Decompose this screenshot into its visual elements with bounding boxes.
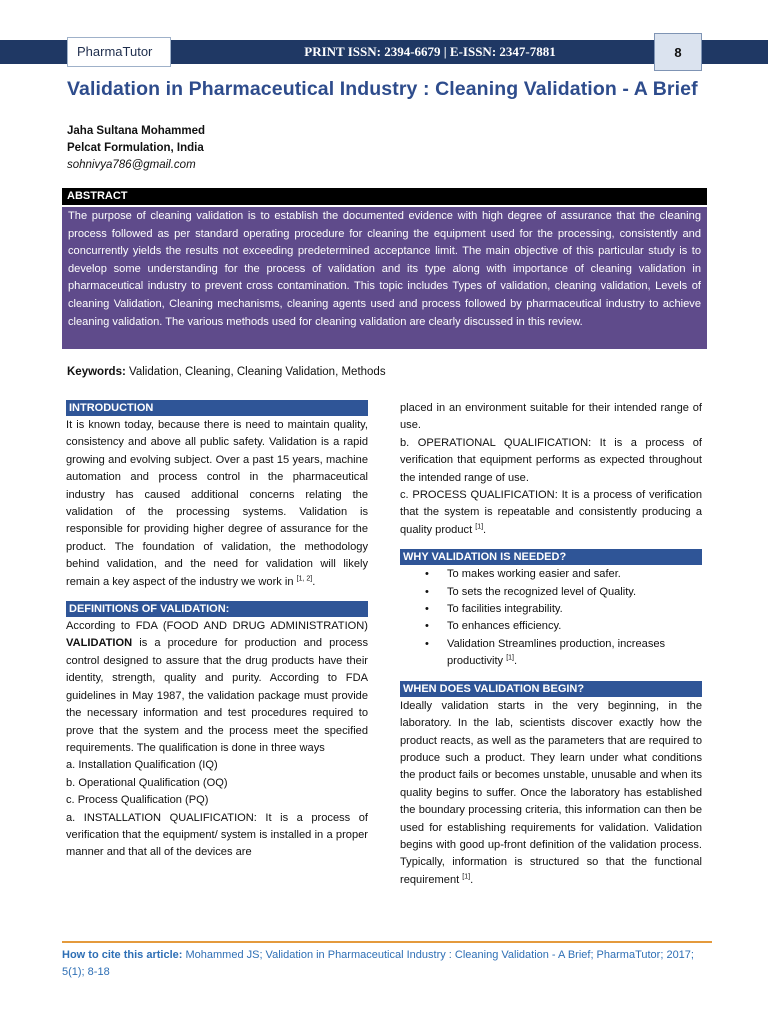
introduction-ref: [1, 2] [296, 574, 313, 582]
list-item: • Validation Streamlines production, increases productivity [1]. [425, 637, 666, 668]
article-title: Validation in Pharmaceutical Industry : Cleaning Validation - A Brief [67, 78, 698, 100]
qualification-list-item: a. Installation Qualification (IQ) [66, 759, 218, 772]
introduction-body: It is known today, because there is need to maintain quality, consistency and above all public safety. Validation is a rapid growing and evolving subject. Over a past 15 years, machine automation and process control in the pharmaceutical industry has caused additional concerns relating the validation of the processing systems. Validation is responsible for providing higher degree of assurance for the product. The foundation of validation, the methodology behind validation, and the need for validation will likely remain a key aspect of the industry we work in [66, 419, 368, 588]
oq-text: b. OPERATIONAL QUALIFICATION: It is a process of verification that equipment performs as expected throughout the intended range of use. [400, 436, 702, 484]
qualification-list-item: b. Operational Qualification (OQ) [66, 776, 228, 789]
iq-text-part1: a. INSTALLATION QUALIFICATION: It is a process of verification that the equipment/ system is installed in a proper manner and that all of the devices are [66, 811, 368, 859]
bullet-icon: • [425, 568, 429, 581]
author-name: Jaha Sultana Mohammed [67, 125, 206, 137]
why-heading: WHY VALIDATION IS NEEDED? [400, 549, 702, 565]
definitions-bold-term: VALIDATION [66, 637, 133, 650]
bullet-icon: • [425, 603, 429, 616]
page-number: 8 [654, 33, 702, 71]
definitions-post: is a procedure for production and process control designed to assure that the drug products have their identity, strength, quality and purity. According to FDA guidelines in May 1987, the validation package must provide the necessary information and test procedures required to prove that the system and the process meet the specified requirements. The qualification is done in three ways [66, 637, 368, 754]
citation-label: How to cite this article: [62, 949, 183, 961]
bullet-icon: • [425, 620, 429, 633]
author-block [67, 123, 205, 174]
keywords-text: Validation, Cleaning, Cleaning Validation, Methods [129, 366, 386, 378]
keywords-line [67, 366, 386, 378]
when-text: Ideally validation starts in the very beginning, in the laboratory. In the lab, scientists discover exactly how the product reacts, as well as the parameters that are required to produce such a product. They learn under what conditions the product fails or becomes unstable, unusable and when its quality begins to suffer. Once the laboratory has established the boundary processing criteria, this information can then be used for establishing requirements for validation. Validation begins with good up-front definition of the validation process. Typically, information is structured so that the functional requirement [1]. [400, 699, 702, 886]
introduction-text: It is known today, because there is need to maintain quality, consistency and above all public safety. Validation is a rapid growing and evolving subject. Over a past 15 years, machine automation and process control in the pharmaceutical industry has caused additional concerns relating the validation of the processing systems. Validation is responsible for providing higher degree of assurance for the product. The foundation of validation, the methodology behind validation, and the need for validation will likely remain a key aspect of the industry we work in [1, 2]. [66, 419, 368, 588]
author-email[interactable]: sohnivya786@gmail.com [67, 159, 196, 171]
introduction-heading: INTRODUCTION [66, 400, 368, 416]
list-item: • To enhances efficiency. [400, 618, 702, 635]
abstract-text: The purpose of cleaning validation is to establish the documented evidence with high degree of assurance that the cleaning process followed as per standard operating procedure for cleaning the equipment used for the processing, consistently and concurrently yields the results not exceeding predetermined acceptance limit. The main objective of this particular study is to develop some understanding for the process of validation and its type along with importance of cleaning validation in pharmaceutical industry to prevent cross contamination. This topic includes Types of validation, cleaning validation, Levels of cleaning Validation, Cleaning mechanisms, cleaning agents used and process followed by pharmaceutical industry to achieve cleaning validation. The various methods used for cleaning validation are clearly discussed in this review. [62, 207, 707, 349]
when-heading: WHEN DOES VALIDATION BEGIN? [400, 681, 702, 697]
definitions-text [66, 618, 368, 757]
list-item: • To facilities integrability. [400, 601, 702, 618]
iq-text-part2: placed in an environment suitable for their intended range of use. [400, 402, 702, 432]
right-column [400, 400, 702, 889]
pq-body: c. PROCESS QUALIFICATION: It is a process of verification that the system is repeatable and consistently producing a quality product [400, 489, 702, 536]
pq-text: c. PROCESS QUALIFICATION: It is a process of verification that the system is repeatable and consistently producing a quality product [1]. [400, 489, 702, 536]
list-item: • To sets the recognized level of Quality. [400, 584, 702, 601]
footer-divider [62, 941, 712, 943]
abstract-heading: ABSTRACT [62, 188, 707, 205]
list-item: • To makes working easier and safer. [400, 566, 702, 583]
when-ref: [1] [462, 873, 471, 881]
why-ref: [1] [506, 654, 514, 662]
citation-footer [62, 947, 712, 981]
when-body: Ideally validation starts in the very beginning, in the laboratory. In the lab, scientists discover exactly how the product reacts, as well as the parameters that are required to produce such a product. They learn under what conditions the product fails or becomes unstable, unusable and when its quality begins to suffer. Once the laboratory has established the boundary processing criteria, this information can then be used for establishing requirements for validation. Validation begins with good up-front definition of the validation process. Typically, information is structured so that the functional requirement [400, 699, 702, 886]
definitions-heading: DEFINITIONS OF VALIDATION: [66, 601, 368, 617]
keywords-label: Keywords: [67, 366, 126, 378]
left-column [66, 400, 368, 862]
why-list [400, 566, 702, 670]
bullet-icon: • [425, 585, 429, 598]
journal-brand: PharmaTutor [67, 37, 171, 67]
pq-ref: [1] [475, 523, 484, 531]
issn-line: PRINT ISSN: 2394-6679 | E-ISSN: 2347-7881 [304, 44, 556, 59]
citation-text: Mohammed JS; Validation in Pharmaceutical Industry : Cleaning Validation - A Brief; PharmaTutor; 2017; 5(1); 8-18 [62, 949, 694, 978]
bullet-icon: • [425, 637, 429, 650]
author-affiliation: Pelcat Formulation, India [67, 142, 204, 154]
qualification-list-item: c. Process Qualification (PQ) [66, 794, 209, 807]
definitions-pre: According to FDA (FOOD AND DRUG ADMINISTRATION) [66, 620, 368, 633]
